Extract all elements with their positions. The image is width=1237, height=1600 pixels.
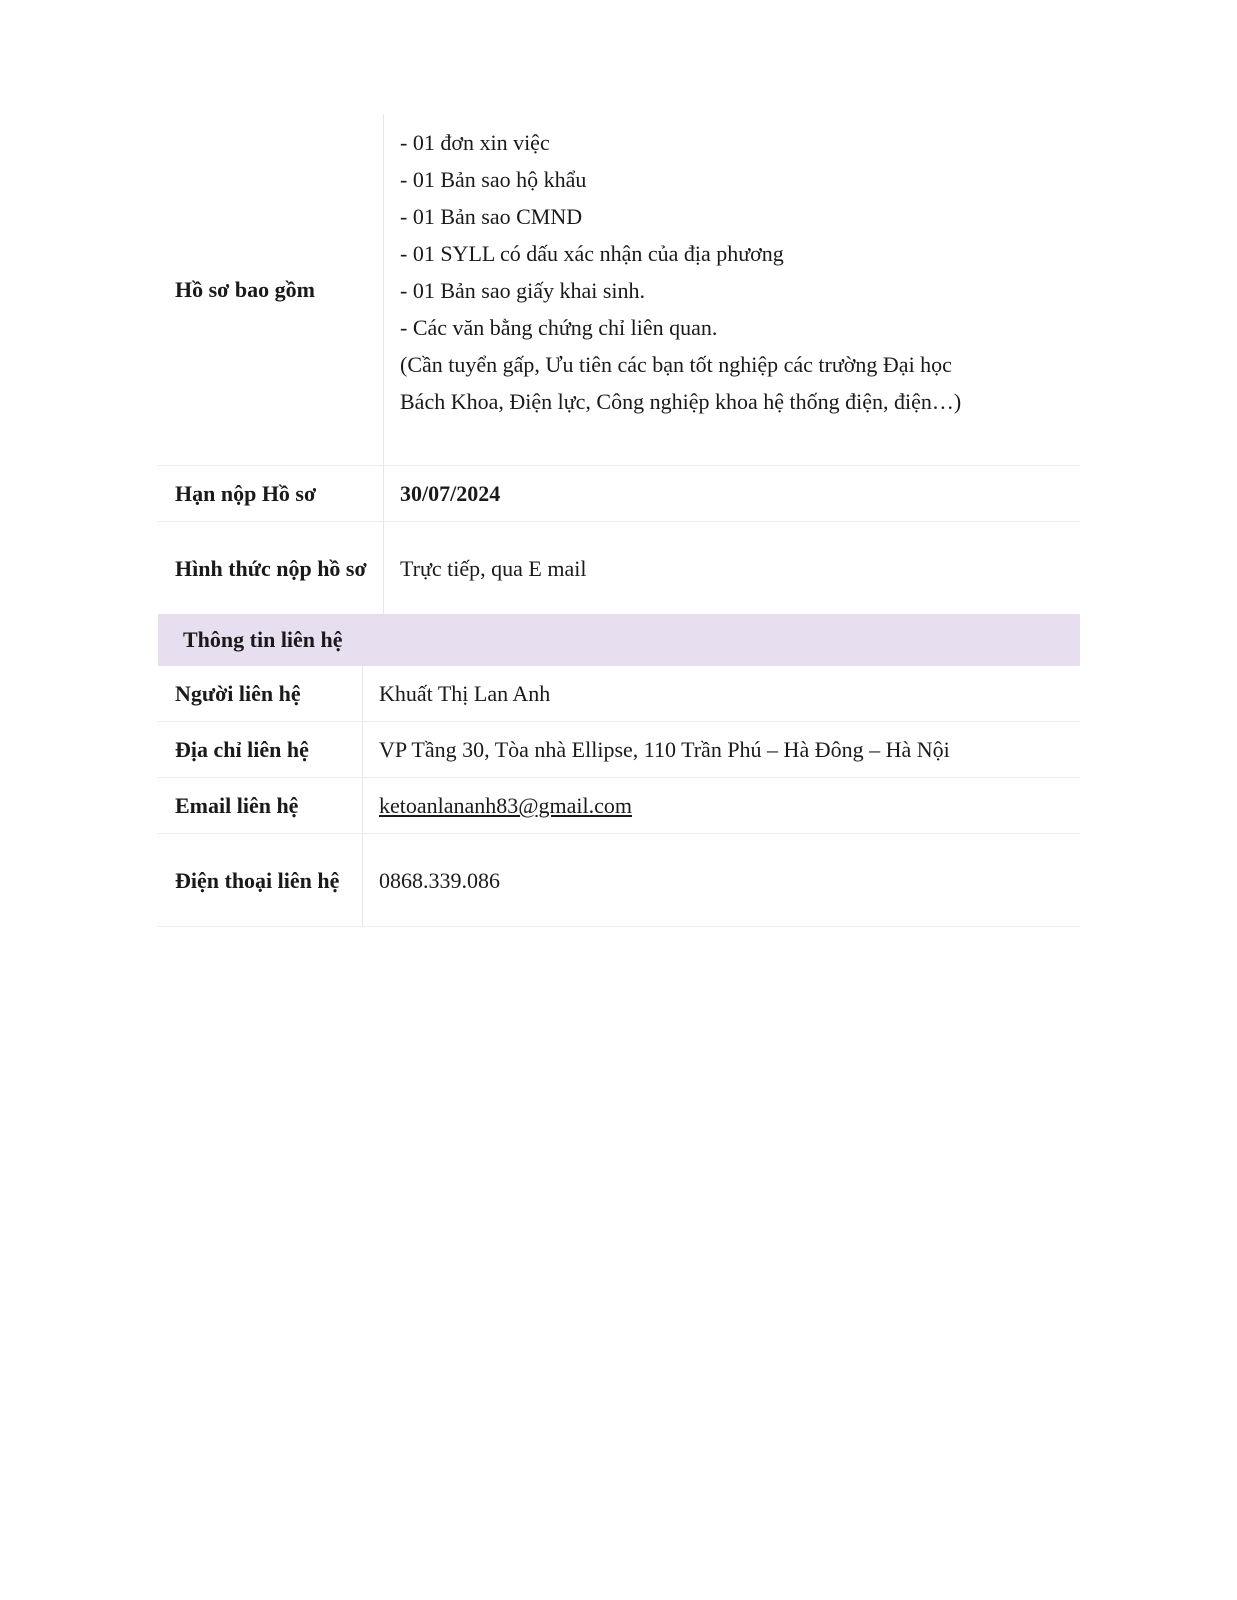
contact-email-row (158, 778, 1080, 834)
contact-phone-label: Điện thoại liên hệ (158, 834, 363, 926)
method-value: Trực tiếp, qua E mail (400, 555, 587, 581)
contact-email-link[interactable]: ketoanlananh83@gmail.com (379, 793, 633, 818)
contact-phone-row (158, 834, 1080, 927)
docs-row (158, 114, 1080, 466)
contact-person-row (158, 666, 1080, 722)
docs-list (384, 114, 1080, 465)
method-row (158, 522, 1080, 614)
contact-address-label: Địa chỉ liên hệ (158, 722, 363, 777)
docs-item: - 01 Bản sao CMND (400, 204, 583, 229)
contact-email-label: Email liên hệ (158, 778, 363, 833)
docs-item: - Các văn bằng chứng chỉ liên quan. (400, 315, 718, 340)
contact-block (158, 666, 1080, 927)
docs-note: (Cần tuyển gấp, Ưu tiên các bạn tốt nghiệp các trường Đại học (400, 352, 952, 377)
docs-item: - 01 SYLL có dấu xác nhận của địa phương (400, 241, 784, 266)
contact-person-label: Người liên hệ (158, 666, 363, 721)
method-label: Hình thức nộp hồ sơ (158, 522, 384, 614)
contact-person-value: Khuất Thị Lan Anh (379, 681, 551, 706)
contact-address-value: VP Tầng 30, Tòa nhà Ellipse, 110 Trần Phú – Hà Đông – Hà Nội (379, 737, 950, 762)
deadline-row (158, 466, 1080, 522)
docs-note: Bách Khoa, Điện lực, Công nghiệp khoa hệ thống điện, điện…) (400, 389, 962, 414)
docs-item: - 01 Bản sao hộ khẩu (400, 167, 587, 192)
docs-item: - 01 Bản sao giấy khai sinh. (400, 278, 646, 303)
contact-email-cell (363, 778, 1080, 833)
job-info-table (158, 114, 1080, 927)
deadline-value: 30/07/2024 (400, 481, 501, 506)
docs-label: Hồ sơ bao gồm (158, 114, 384, 465)
deadline-label: Hạn nộp Hồ sơ (158, 466, 384, 521)
contact-address-row (158, 722, 1080, 778)
docs-item: - 01 đơn xin việc (400, 130, 550, 155)
contact-section-header: Thông tin liên hệ (158, 614, 1080, 666)
application-block (158, 114, 1080, 614)
contact-phone-value: 0868.339.086 (379, 867, 500, 893)
